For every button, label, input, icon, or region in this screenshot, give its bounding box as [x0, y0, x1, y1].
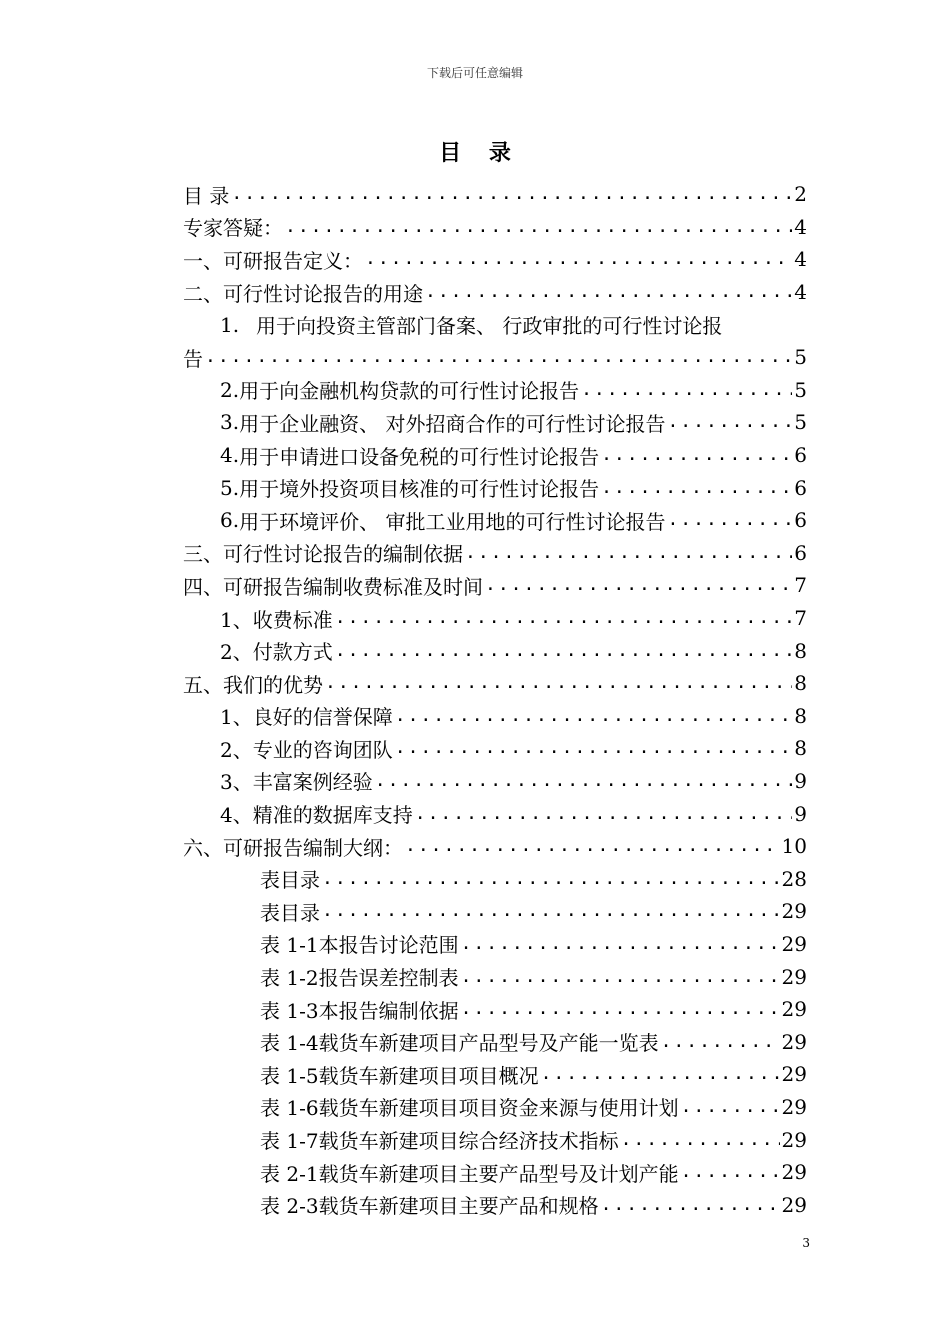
toc-entry-page: 8 — [794, 736, 807, 761]
table-of-contents — [183, 178, 807, 1221]
dot-leader — [395, 704, 793, 728]
toc-entry-page: 6 — [794, 508, 807, 533]
toc-entry[interactable] — [183, 1025, 807, 1058]
toc-entry-label: 表目录 — [260, 868, 320, 893]
toc-entry-label: 付款方式 — [252, 640, 333, 665]
toc-entry-label: 载货车新建项目产品型号及产能一览表 — [318, 1031, 659, 1056]
dot-leader — [231, 182, 792, 206]
toc-entry-number: 表 1-1 — [260, 933, 319, 958]
toc-entry[interactable] — [183, 765, 807, 798]
toc-entry-label: 载货车新建项目主要产品型号及计划产能 — [318, 1161, 679, 1186]
dot-leader — [581, 378, 792, 402]
dot-leader — [485, 573, 792, 597]
toc-entry-label: 本报告讨论范围 — [318, 933, 459, 958]
toc-entry-page: 8 — [794, 671, 807, 696]
dot-leader — [365, 247, 792, 271]
page-number: 3 — [802, 1236, 810, 1250]
toc-entry-page: 29 — [781, 931, 807, 956]
dot-leader — [667, 508, 792, 532]
toc-entry-number: 表 2-3 — [260, 1194, 319, 1219]
dot-leader — [325, 671, 792, 695]
toc-entry-number: 表 1-3 — [260, 998, 319, 1023]
toc-entry-label: 可研报告编制收费标准及时间 — [223, 574, 483, 599]
toc-entry-page: 29 — [781, 1062, 807, 1087]
toc-entry-page: 29 — [781, 997, 807, 1022]
toc-entry-page: 9 — [794, 801, 807, 826]
toc-entry-number: 2、 — [220, 640, 253, 665]
toc-entry[interactable] — [183, 700, 807, 733]
toc-entry-page: 6 — [794, 540, 807, 565]
toc-entry[interactable] — [183, 178, 807, 211]
toc-entry[interactable] — [183, 276, 807, 309]
dot-leader — [205, 345, 792, 369]
toc-entry[interactable] — [183, 341, 807, 374]
toc-entry-page: 8 — [794, 638, 807, 663]
page-header: 下载后可任意编辑 — [426, 66, 523, 80]
toc-entry[interactable] — [183, 602, 807, 635]
toc-entry-number: 3. — [220, 410, 240, 435]
toc-entry-page: 5 — [794, 345, 807, 370]
dot-leader — [395, 736, 793, 760]
toc-entry-page: 29 — [781, 1160, 807, 1185]
dot-leader — [661, 1030, 780, 1054]
toc-entry[interactable] — [183, 1188, 807, 1221]
toc-entry-page: 4 — [794, 280, 807, 305]
dot-leader — [461, 965, 780, 989]
toc-entry-number: 4、 — [220, 803, 253, 828]
toc-entry-number: 1、 — [220, 705, 253, 730]
toc-entry-page: 2 — [794, 182, 807, 207]
toc-entry-label: 用于企业融资、 对外招商合作的可行性讨论报告 — [239, 411, 666, 436]
toc-entry-page: 6 — [794, 475, 807, 500]
dot-leader — [285, 215, 792, 239]
toc-entry-page: 29 — [781, 1094, 807, 1119]
toc-entry-label: 告 — [183, 346, 203, 371]
toc-entry[interactable] — [183, 537, 807, 570]
dot-leader — [601, 443, 792, 467]
toc-entry-page: 28 — [781, 866, 807, 891]
toc-entry-number: 一、 — [183, 248, 223, 273]
toc-entry-label: 良好的信誉保障 — [252, 705, 393, 730]
toc-entry-page: 29 — [781, 1192, 807, 1217]
toc-entry-number: 4. — [220, 443, 240, 468]
toc-entry[interactable] — [183, 667, 807, 700]
toc-entry-label: 载货车新建项目主要产品和规格 — [318, 1194, 599, 1219]
toc-entry[interactable] — [183, 1156, 807, 1189]
toc-entry-page: 29 — [781, 1029, 807, 1054]
toc-entry-label: 用于境外投资项目核准的可行性讨论报告 — [239, 477, 600, 502]
toc-entry-number: 1、 — [220, 607, 253, 632]
toc-entry[interactable] — [183, 569, 807, 602]
toc-entry-label: 专业的咨询团队 — [252, 737, 393, 762]
dot-leader — [681, 1160, 780, 1184]
toc-entry-page: 5 — [794, 410, 807, 435]
toc-entry-label: 载货车新建项目项目概况 — [318, 1063, 539, 1088]
toc-entry[interactable] — [183, 732, 807, 765]
toc-entry[interactable] — [183, 1058, 807, 1091]
toc-entry-number: 表 1-6 — [260, 1096, 319, 1121]
dot-leader — [335, 606, 793, 630]
toc-entry[interactable] — [183, 895, 807, 928]
toc-entry[interactable] — [183, 1123, 807, 1156]
dot-leader — [425, 280, 792, 304]
toc-entry-label: 本报告编制依据 — [318, 998, 459, 1023]
toc-entry[interactable] — [183, 862, 807, 895]
toc-entry-number: 表 1-7 — [260, 1129, 319, 1154]
toc-entry[interactable] — [183, 993, 807, 1026]
toc-entry-label: 专家答疑： — [183, 216, 283, 241]
toc-entry-label: 载货车新建项目综合经济技术指标 — [318, 1129, 619, 1154]
toc-entry-page: 7 — [794, 573, 807, 598]
toc-entry[interactable] — [183, 243, 807, 276]
toc-entry-number: 2、 — [220, 737, 253, 762]
toc-entry-label: 用于向金融机构贷款的可行性讨论报告 — [239, 379, 580, 404]
dot-leader — [461, 997, 780, 1021]
toc-entry-number: 表 2-1 — [260, 1161, 319, 1186]
toc-entry-label: 目 录 — [183, 183, 230, 208]
toc-entry-number: 5. — [220, 475, 240, 500]
dot-leader — [322, 867, 780, 891]
toc-entry[interactable] — [183, 374, 807, 407]
toc-entry[interactable] — [183, 471, 807, 504]
toc-entry-number: 六、 — [183, 835, 223, 860]
toc-entry-label: 用于向投资主管部门备案、 行政审批的可行性讨论报 — [256, 314, 723, 339]
toc-entry-label: 表目录 — [260, 900, 320, 925]
dot-leader — [541, 1062, 780, 1086]
toc-entry-page: 29 — [781, 1127, 807, 1152]
toc-entry-page: 29 — [781, 899, 807, 924]
toc-entry-label: 精准的数据库支持 — [252, 803, 413, 828]
toc-entry-number: 五、 — [183, 672, 223, 697]
dot-leader — [621, 1128, 780, 1152]
toc-entry-label: 可研报告编制大纲： — [223, 835, 403, 860]
toc-entry-number: 表 1-2 — [260, 966, 319, 991]
toc-entry-page: 6 — [794, 443, 807, 468]
dot-leader — [415, 802, 793, 826]
toc-title: 目 录 — [439, 140, 521, 166]
toc-entry[interactable] — [183, 308, 807, 341]
toc-entry-number: 表 1-5 — [260, 1063, 319, 1088]
toc-entry-page: 29 — [781, 964, 807, 989]
toc-entry[interactable] — [183, 211, 807, 244]
toc-entry-number: 6. — [220, 508, 240, 533]
toc-entry[interactable] — [183, 960, 807, 993]
toc-entry-number: 四、 — [183, 574, 223, 599]
dot-leader — [405, 834, 780, 858]
toc-entry-number: 1. — [220, 312, 240, 337]
toc-entry-number: 三、 — [183, 542, 223, 567]
toc-entry-page: 4 — [794, 247, 807, 272]
toc-entry[interactable] — [183, 928, 807, 961]
toc-entry-label: 可研报告定义： — [223, 248, 363, 273]
toc-entry-number: 3、 — [220, 770, 253, 795]
toc-entry-page: 7 — [794, 606, 807, 631]
toc-entry-label: 我们的优势 — [223, 672, 323, 697]
toc-entry-label: 载货车新建项目项目资金来源与使用计划 — [318, 1096, 679, 1121]
toc-entry-label: 可行性讨论报告的编制依据 — [223, 542, 463, 567]
dot-leader — [601, 476, 792, 500]
toc-entry[interactable] — [183, 830, 807, 863]
dot-leader — [335, 639, 793, 663]
toc-entry-label: 报告误差控制表 — [318, 966, 459, 991]
toc-entry-page: 9 — [794, 768, 807, 793]
toc-entry-label: 用于环境评价、 审批工业用地的可行性讨论报告 — [239, 509, 666, 534]
toc-entry-page: 8 — [794, 703, 807, 728]
toc-entry-number: 二、 — [183, 281, 223, 306]
dot-leader — [667, 410, 792, 434]
toc-entry-label: 收费标准 — [252, 607, 333, 632]
toc-entry-page: 10 — [781, 834, 807, 859]
toc-entry[interactable] — [183, 439, 807, 472]
toc-entry-page: 4 — [794, 214, 807, 239]
dot-leader — [322, 899, 780, 923]
toc-entry-number: 表 1-4 — [260, 1031, 319, 1056]
dot-leader — [461, 932, 780, 956]
toc-entry-label: 用于申请进口设备免税的可行性讨论报告 — [239, 444, 600, 469]
toc-entry[interactable] — [183, 797, 807, 830]
toc-entry[interactable] — [183, 504, 807, 537]
toc-entry-label: 丰富案例经验 — [252, 770, 373, 795]
dot-leader — [465, 541, 792, 565]
dot-leader — [601, 1193, 780, 1217]
toc-entry[interactable] — [183, 634, 807, 667]
toc-entry-label: 可行性讨论报告的用途 — [223, 281, 423, 306]
toc-entry[interactable] — [183, 406, 807, 439]
toc-entry[interactable] — [183, 1091, 807, 1124]
toc-entry-number: 2. — [220, 377, 240, 402]
dot-leader — [375, 769, 793, 793]
dot-leader — [681, 1095, 780, 1119]
toc-entry-page: 5 — [794, 377, 807, 402]
